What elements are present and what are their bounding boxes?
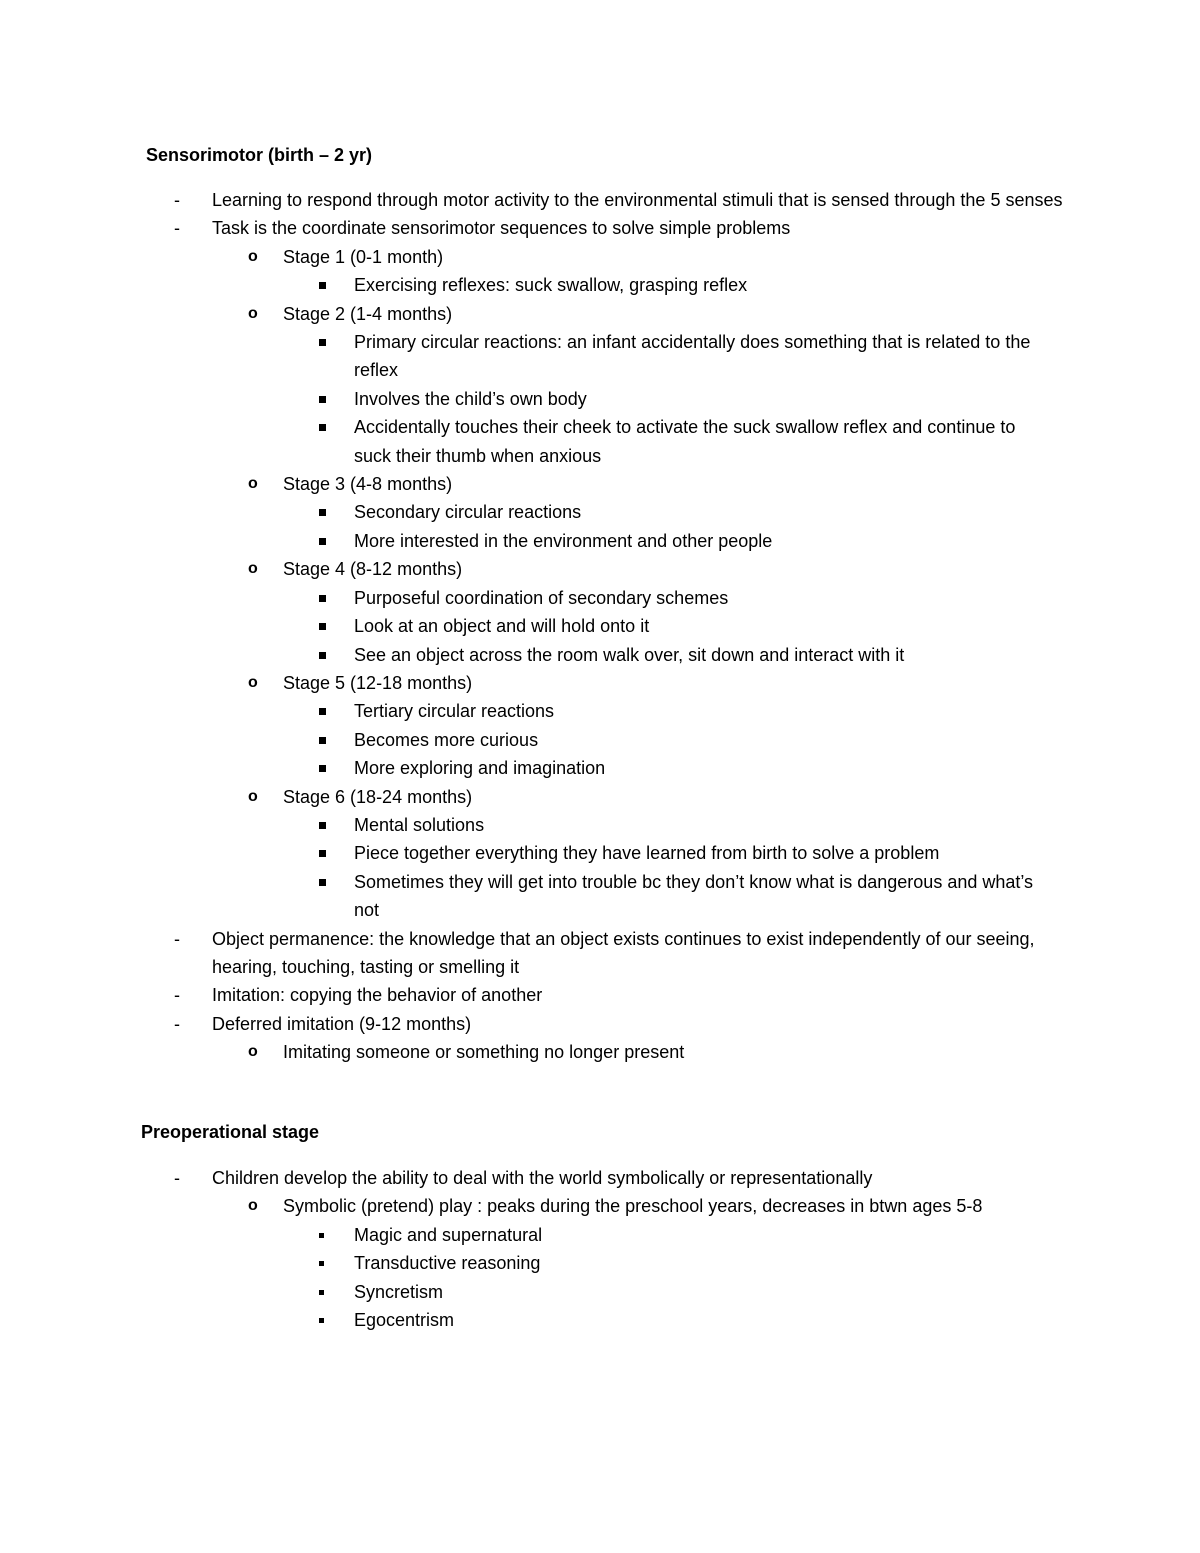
list-item: Syncretism xyxy=(283,1278,1100,1306)
square-bullet-icon xyxy=(319,737,326,744)
section-heading-preoperational: Preoperational stage xyxy=(141,1122,320,1142)
dash-marker: - xyxy=(174,1013,180,1034)
square-bullet-icon xyxy=(319,879,326,886)
square-bullet-icon xyxy=(319,538,326,545)
list-item-stage-4: o Stage 4 (8-12 months) Purposeful coordination of secondary schemes Look at an object and will hold onto it See an object across the room walk over, sit down and interact with it xyxy=(212,555,1100,669)
dash-marker: - xyxy=(174,218,180,239)
list-item: - Children develop the ability to deal with the world symbolically or representationally o Symbolic (pretend) play : peaks during the preschool years, decreases in btwn ages 5-8 Magic and supernatural Transductive reasoning Syncretism Egocentrism xyxy=(140,1164,1100,1334)
list-item: Exercising reflexes: suck swallow, grasping reflex xyxy=(283,271,1100,299)
list-item: Accidentally touches their cheek to activate the suck swallow reflex and continue to suck their thumb when anxious xyxy=(283,413,1050,470)
square-bullet-icon xyxy=(319,1261,324,1266)
list-item: Piece together everything they have learned from birth to solve a problem xyxy=(283,839,1060,867)
square-bullet-icon xyxy=(319,1318,324,1323)
dash-marker: - xyxy=(174,190,180,210)
square-bullet-icon xyxy=(319,652,326,659)
list-item: More interested in the environment and other people xyxy=(283,527,1100,555)
circle-marker: o xyxy=(248,475,258,493)
list-item-stage-1: o Stage 1 (0-1 month) Exercising reflexes: suck swallow, grasping reflex xyxy=(212,243,1100,300)
list-item: Transductive reasoning xyxy=(283,1249,1100,1277)
dash-marker: - xyxy=(174,1168,180,1188)
square-bullet-icon xyxy=(319,850,326,857)
list-item: Involves the child’s own body xyxy=(283,385,1050,413)
square-bullet-icon xyxy=(319,509,326,516)
square-bullet-icon xyxy=(319,339,326,346)
list-item: Look at an object and will hold onto it xyxy=(283,612,1100,640)
list-item: Tertiary circular reactions xyxy=(283,697,1100,725)
stage-list xyxy=(212,243,1100,925)
circle-marker: o xyxy=(248,560,258,578)
list-item: Magic and supernatural xyxy=(283,1221,1100,1249)
preoperational-list xyxy=(140,1164,1100,1334)
circle-marker: o xyxy=(248,673,258,691)
list-item: Secondary circular reactions xyxy=(283,498,1100,526)
list-item: Sometimes they will get into trouble bc they don’t know what is dangerous and what’s not xyxy=(283,868,1060,925)
square-bullet-icon xyxy=(319,822,326,829)
list-item: Primary circular reactions: an infant accidentally does something that is related to the reflex xyxy=(283,328,1050,385)
square-bullet-icon xyxy=(319,1233,324,1238)
list-item: Purposeful coordination of secondary schemes xyxy=(283,584,1100,612)
square-bullet-icon xyxy=(319,282,326,289)
square-bullet-icon xyxy=(319,623,326,630)
list-item: More exploring and imagination xyxy=(283,754,1100,782)
list-item: - Imitation: copying the behavior of another xyxy=(140,981,1100,1009)
sensorimotor-list xyxy=(140,186,1100,1067)
circle-marker: o xyxy=(248,247,258,265)
square-bullet-icon xyxy=(319,765,326,772)
square-bullet-icon xyxy=(319,708,326,715)
circle-marker: o xyxy=(248,787,258,805)
dash-marker: - xyxy=(174,928,180,949)
circle-marker: o xyxy=(248,1197,258,1215)
list-item: Mental solutions xyxy=(283,811,1060,839)
list-item: o Imitating someone or something no longer present xyxy=(212,1038,1100,1066)
list-item: Becomes more curious xyxy=(283,726,1100,754)
list-item: - Object permanence: the knowledge that an object exists continues to exist independently of our seeing, hearing, touching, tasting or smelling it xyxy=(140,925,1100,982)
square-bullet-icon xyxy=(319,396,326,403)
list-item-stage-6: o Stage 6 (18-24 months) Mental solutions Piece together everything they have learned from birth to solve a problem Sometimes they will get into trouble bc they don’t know what is dangerous and what’s not xyxy=(212,783,1100,925)
list-item: Egocentrism xyxy=(283,1306,1100,1334)
section-heading-sensorimotor: Sensorimotor (birth – 2 yr) xyxy=(146,145,373,165)
square-bullet-icon xyxy=(319,424,326,431)
list-item: o Symbolic (pretend) play : peaks during the preschool years, decreases in btwn ages 5-8 Magic and supernatural Transductive reasoning Syncretism Egocentrism xyxy=(212,1192,1100,1334)
list-item: - Deferred imitation (9-12 months) o Imitating someone or something no longer present xyxy=(140,1010,1100,1067)
square-bullet-icon xyxy=(319,595,326,602)
list-item: - Learning to respond through motor activity to the environmental stimuli that is sensed through the 5 senses xyxy=(140,186,1100,214)
list-item-stage-3: o Stage 3 (4-8 months) Secondary circular reactions More interested in the environment and other people xyxy=(212,470,1100,555)
dash-marker: - xyxy=(174,985,180,1006)
list-item-stage-2: o Stage 2 (1-4 months) Primary circular reactions: an infant accidentally does something that is related to the reflex Involves the child’s own body Accidentally touches their cheek to activate the suck swallow reflex and continue to suck their thumb when anxious xyxy=(212,300,1100,470)
square-bullet-icon xyxy=(319,1290,324,1295)
circle-marker: o xyxy=(248,304,258,322)
circle-marker: o xyxy=(248,1043,258,1061)
list-item: See an object across the room walk over, sit down and interact with it xyxy=(283,641,1100,669)
list-item-stage-5: o Stage 5 (12-18 months) Tertiary circular reactions Becomes more curious More exploring and imagination xyxy=(212,669,1100,783)
list-item: - Task is the coordinate sensorimotor sequences to solve simple problems o Stage 1 (0-1 month) Exercising reflexes: suck swallow, grasping reflex o Stage 2 (1-4 months) Primary circular reactions: an infant accidentally does something that is related to the reflex Involves the child’s own body Accidentally touches their cheek to activate the suck swallow reflex and continue to suck their thumb when anxious o Stage 3 (4-8 months) Secondary circular reactions More interested in the environment and other people o Stage 4 (8-12 months) Purposeful coordination of secondary schemes Look at an object and will hold onto it See an object across the room walk over, sit down and interact with it o Stage 5 (12-18 months) Tertiary circular reactions Becomes more curious More exploring and imagination o Stage 6 (18-24 months) Mental solutions Piece together everything they have learned from birth to solve a problem Sometimes they will get into trouble bc they don’t know what is dangerous and what’s not xyxy=(140,214,1100,924)
